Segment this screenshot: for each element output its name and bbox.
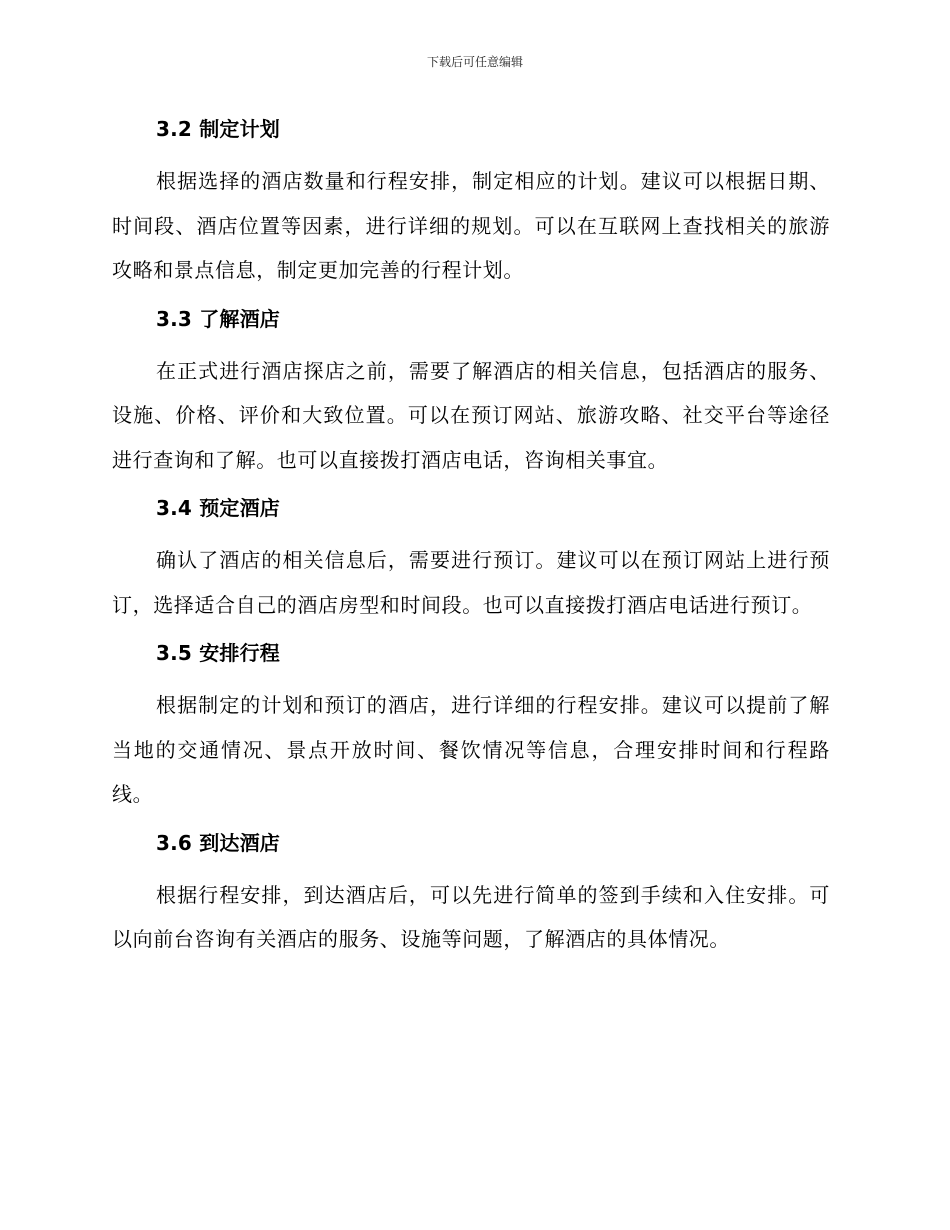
section-title: 3.3 了解酒店 bbox=[156, 306, 280, 331]
section-title: 3.6 到达酒店 bbox=[156, 830, 280, 855]
section-3-2 bbox=[112, 108, 830, 293]
section-paragraph: 在正式进行酒店探店之前，需要了解酒店的相关信息，包括酒店的服务、设施、价格、评价和大致位置。可以在预订网站、旅游攻略、社交平台等途径进行查询和了解。也可以直接拨打酒店电话，咨询相关事宜。 bbox=[112, 358, 830, 472]
document-content bbox=[112, 108, 830, 967]
section-3-3 bbox=[112, 298, 830, 483]
section-title: 3.5 安排行程 bbox=[156, 641, 280, 665]
section-paragraph: 根据制定的计划和预订的酒店，进行详细的行程安排。建议可以提前了解当地的交通情况、景点开放时间、餐饮情况等信息，合理安排时间和行程路线。 bbox=[112, 693, 830, 806]
section-3-5 bbox=[112, 632, 830, 817]
section-paragraph: 确认了酒店的相关信息后，需要进行预订。建议可以在预订网站上进行预订，选择适合自己的酒店房型和时间段。也可以直接拨打酒店电话进行预订。 bbox=[112, 548, 830, 617]
section-3-6 bbox=[112, 822, 830, 962]
page-header: 下载后可任意编辑 bbox=[426, 55, 523, 69]
section-3-4 bbox=[112, 487, 830, 627]
section-paragraph: 根据选择的酒店数量和行程安排，制定相应的计划。建议可以根据日期、时间段、酒店位置等因素，进行详细的规划。可以在互联网上查找相关的旅游攻略和景点信息，制定更加完善的行程计划。 bbox=[112, 169, 830, 282]
section-title: 3.4 预定酒店 bbox=[156, 496, 280, 520]
section-paragraph: 根据行程安排，到达酒店后，可以先进行简单的签到手续和入住安排。可以向前台咨询有关酒店的服务、设施等问题，了解酒店的具体情况。 bbox=[112, 882, 830, 951]
section-title: 3.2 制定计划 bbox=[156, 117, 280, 141]
